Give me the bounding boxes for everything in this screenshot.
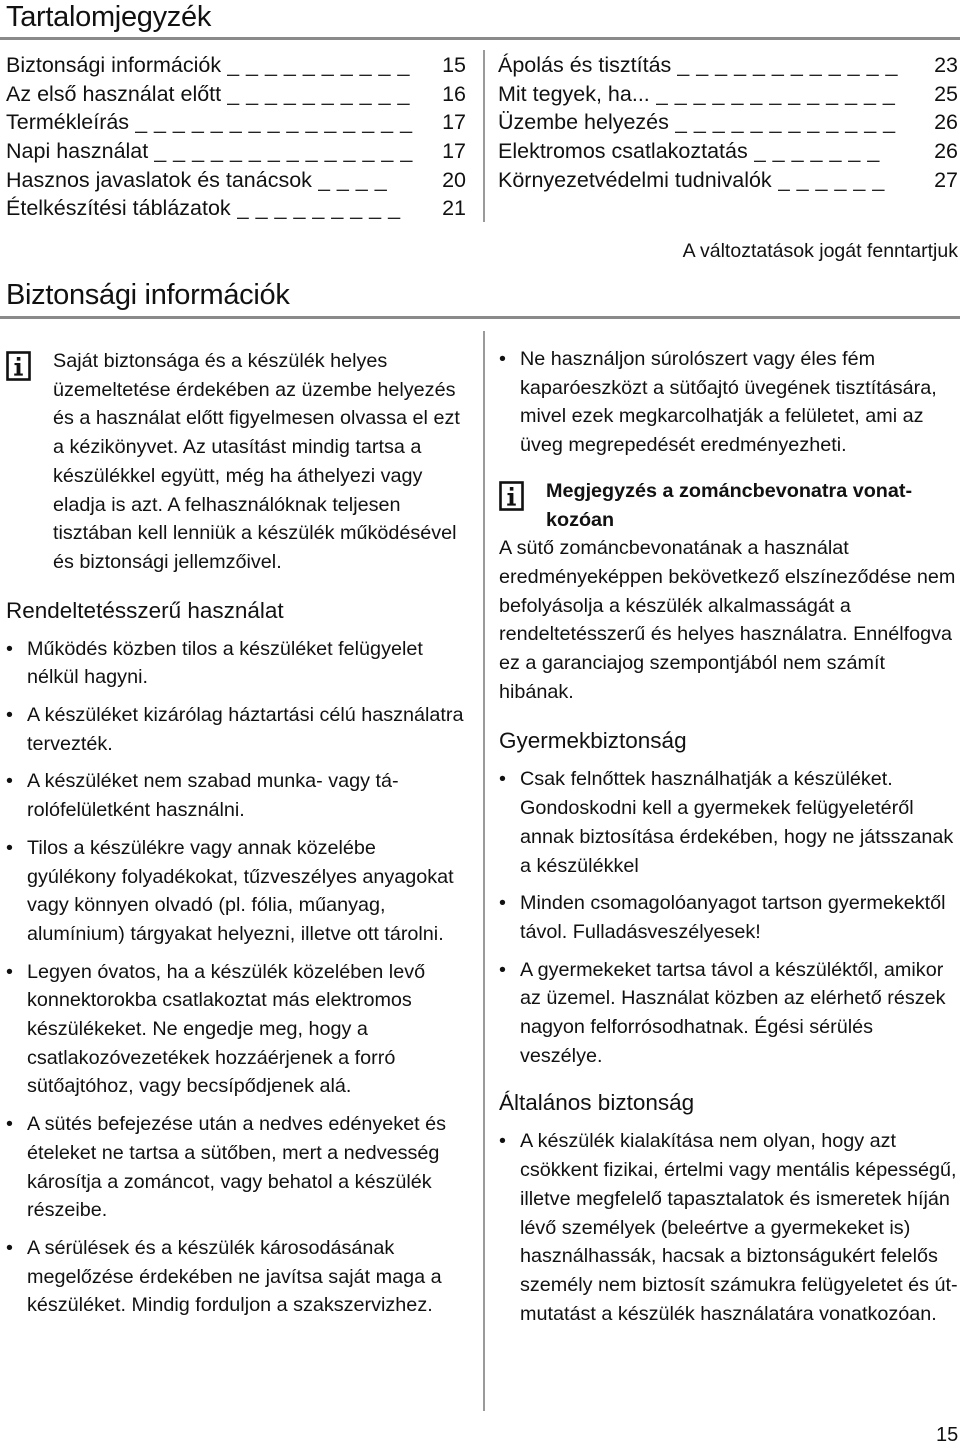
enamel-note-text: A sütő zománcbevonatának a használat eredményeképpen bekövetkező elszíneződése nem befolyásolja a készülék alkalmasságát a rendeltetésszerű és helyes használatra. Ennélfogva ez a garanciajog szempontjából nem számít hibának.	[499, 537, 956, 703]
list-item: • A készülék kialakítása nem olyan, hogy azt csökkent fizikai, értelmi vagy mentális képességű, illetve megfelelő tapasztalatok és ismeretek híján lévő személyek (beleértve a gyermekeket is) használhassák, hacsak a biztonságukért felelős személy nem biztosít számukra felügyeletet és útmutatást a készülék használatára vonatkozóan.	[499, 1127, 959, 1328]
child-safety-list	[499, 765, 959, 1070]
toc-entry[interactable]: Mit tegyek, ha... _ _ _ _ _ _ _ _ _ _ _ _ _ 25	[498, 81, 958, 106]
list-item: • A sérülések és a készülék károsodásának megelőzése érdekében ne javítsa saját maga a készüléket. Mindig forduljon a szakszervizhez.	[6, 1234, 466, 1320]
toc-entry[interactable]: Környezetvédelmi tudnivalók _ _ _ _ _ _ 27	[498, 167, 958, 192]
list-item: • Minden csomagolóanyagot tartson gyermekektől távol. Fulladásveszélyesek!	[499, 889, 959, 946]
intended-use-heading: Rendeltetésszerű használat	[6, 597, 284, 623]
list-item: • Csak felnőttek használhatják a készüléket. Gondoskodni kell a gyermekek felügyeletéről annak biztosítása érdekében, hogy ne játsszanak a készülékkel	[499, 765, 959, 880]
list-item: • A készüléket nem szabad munka- vagy tárolófelületként használni.	[6, 767, 466, 824]
toc-entry[interactable]: Termékleírás _ _ _ _ _ _ _ _ _ _ _ _ _ _ _ 17	[6, 110, 466, 135]
toc-entry[interactable]: Napi használat _ _ _ _ _ _ _ _ _ _ _ _ _ _ 17	[6, 139, 466, 164]
toc-entry[interactable]: Üzembe helyezés _ _ _ _ _ _ _ _ _ _ _ _ 26	[498, 110, 958, 135]
enamel-note-title: Megjegyzés a zománcbevonatra vonatkozóan	[546, 479, 913, 531]
safety-section-title: Biztonsági információk	[6, 279, 290, 311]
info-icon	[6, 351, 31, 381]
list-item: • Legyen óvatos, ha a készülék közelében levő konnektorokba csatlakoztat más elektromos készülékeket. Ne engedje meg, hogy a csatlakozóvezetékek hozzáérjenek a forró sütőajtóhoz, vagy becsípődjenek alá.	[6, 958, 466, 1102]
toc-title: Tartalomjegyzék	[6, 1, 212, 33]
list-item: • Működés közben tilos a készüléket felügyelet nélkül hagyni.	[6, 635, 466, 692]
list-item: • A gyermekeket tartsa távol a készüléktől, amikor az üzemel. Használat közben az elérhető részek nagyon felforrósodhatnak. Égési sérülés veszélye.	[499, 956, 959, 1071]
column-divider	[483, 331, 485, 1411]
enamel-note-block	[499, 477, 959, 534]
toc-left-column	[6, 53, 466, 225]
rights-reserved-note: A változtatások jogát fenntartjuk	[682, 240, 958, 262]
general-safety-list	[499, 1127, 959, 1328]
list-item: • Tilos a készülékre vagy annak közelébe gyúlékony folyadékokat, tűzveszélyes anyagokat vagy könnyen olvadó (pl. fólia, műanyag, alumínium) tárgyakat helyezni, illetve ott tárolni.	[6, 834, 466, 949]
toc-entry[interactable]: Elektromos csatlakoztatás _ _ _ _ _ _ _ 26	[498, 139, 958, 164]
page-number: 15	[936, 1424, 959, 1446]
safety-title-rule	[0, 316, 960, 319]
cleaning-warning-list	[499, 345, 959, 460]
safety-intro-text: Saját biztonsága és a készülék helyes üzemeltetése érdekében az üzembe helyezés és a használat előtt figyelmesen olvassa el ezt a kézikönyvet. Az utasítást mindig tartsa a készülékkel együtt, még ha áthelyezi vagy eladja is azt. A felhasználóknak teljesen tisztában kell lenniük a készülék működésével és biztonsági jellemzőivel.	[53, 350, 460, 573]
toc-entry[interactable]: Az első használat előtt _ _ _ _ _ _ _ _ _ _ 16	[6, 81, 466, 106]
list-item: • A sütés befejezése után a nedves edényeket és ételeket ne tartsa a sütőben, mert a nedvesség károsítja a zománcot, vagy behatol a készülék részeibe.	[6, 1110, 466, 1225]
toc-entry[interactable]: Ételkészítési táblázatok _ _ _ _ _ _ _ _ _ 21	[6, 196, 466, 221]
right-column	[499, 345, 959, 1328]
toc-entry[interactable]: Biztonsági információk _ _ _ _ _ _ _ _ _ _ 15	[6, 53, 466, 77]
list-item: • Ne használjon súrolószert vagy éles fém kaparóeszközt a sütőajtó üvegének tisztítására, mivel ezek megkarcolhatják a felületet, ami az üveg megrepedését eredményezheti.	[499, 345, 959, 460]
left-column	[6, 347, 466, 1320]
toc-entry[interactable]: Ápolás és tisztítás _ _ _ _ _ _ _ _ _ _ _ _ 23	[498, 53, 958, 77]
info-icon	[499, 481, 524, 511]
child-safety-heading: Gyermekbiztonság	[499, 728, 687, 754]
toc-title-rule	[0, 37, 960, 40]
toc-entry[interactable]: Hasznos javaslatok és tanácsok _ _ _ _ 20	[6, 167, 466, 192]
toc-right-column	[498, 53, 958, 196]
safety-intro-block	[6, 347, 466, 577]
toc-column-divider	[483, 50, 485, 222]
list-item: • A készüléket kizárólag háztartási célú használatra tervezték.	[6, 701, 466, 758]
intended-use-list	[6, 635, 466, 1320]
general-safety-heading: Általános biztonság	[499, 1090, 695, 1116]
